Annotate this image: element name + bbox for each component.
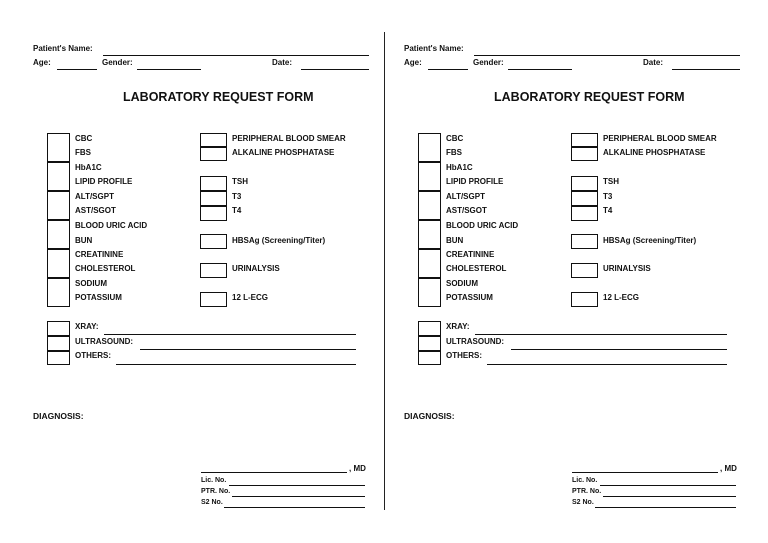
checkbox-sodium-potassium[interactable] — [47, 278, 70, 307]
test-label: AST/SGOT — [75, 206, 116, 215]
test-label: ALKALINE PHOSPHATASE — [603, 148, 706, 157]
checkbox-xray[interactable] — [47, 321, 70, 336]
checkbox-sodium-potassium[interactable] — [418, 278, 441, 307]
checkbox-creat-chol[interactable] — [418, 249, 441, 278]
checkbox-peripheral-blood-smear[interactable] — [200, 133, 227, 147]
test-label: BLOOD URIC ACID — [75, 221, 148, 230]
test-label: 12 L-ECG — [232, 293, 269, 302]
checkbox-cbc-fbs[interactable] — [47, 133, 70, 162]
xray-field[interactable] — [104, 334, 356, 335]
checkbox-ultrasound[interactable] — [47, 336, 70, 351]
test-label: POTASSIUM — [446, 293, 493, 302]
date-field[interactable] — [672, 69, 740, 70]
gender-label: Gender: — [102, 58, 133, 67]
ptr-no-field[interactable] — [232, 496, 365, 497]
test-label: FBS — [446, 148, 462, 157]
test-label: PERIPHERAL BLOOD SMEAR — [603, 134, 717, 143]
others-field[interactable] — [116, 364, 356, 365]
test-label: CBC — [446, 134, 464, 143]
ultrasound-field[interactable] — [140, 349, 356, 350]
diagnosis-label: DIAGNOSIS: — [404, 411, 455, 421]
test-label: TSH — [603, 177, 619, 186]
checkbox-ecg[interactable] — [200, 292, 227, 307]
test-label: T4 — [603, 206, 613, 215]
checkbox-tsh[interactable] — [571, 176, 598, 191]
checkbox-t3[interactable] — [200, 191, 227, 206]
checkbox-xray[interactable] — [418, 321, 441, 336]
checkbox-ecg[interactable] — [571, 292, 598, 307]
xray-label: XRAY: — [446, 322, 470, 331]
lic-no-field[interactable] — [229, 485, 365, 486]
xray-field[interactable] — [475, 334, 727, 335]
md-label: , MD — [349, 464, 366, 473]
ultrasound-field[interactable] — [511, 349, 727, 350]
test-label: FBS — [75, 148, 91, 157]
checkbox-uric-bun[interactable] — [418, 220, 441, 249]
s2-no-label: S2 No. — [201, 499, 223, 506]
test-label: 12 L-ECG — [603, 293, 640, 302]
patient-name-label: Patient's Name: — [33, 44, 93, 53]
checkbox-t4[interactable] — [571, 206, 598, 221]
test-label: ALKALINE PHOSPHATASE — [232, 148, 335, 157]
test-label: CHOLESTEROL — [75, 264, 136, 273]
test-label: ALT/SGPT — [446, 192, 485, 201]
age-label: Age: — [33, 58, 51, 67]
date-label: Date: — [643, 58, 664, 67]
form-title: LABORATORY REQUEST FORM — [123, 90, 314, 104]
test-label: LIPID PROFILE — [75, 177, 133, 186]
checkbox-alkaline-phosphatase[interactable] — [571, 147, 598, 161]
checkbox-t3[interactable] — [571, 191, 598, 206]
test-label: CREATININE — [446, 250, 495, 259]
ptr-no-field[interactable] — [603, 496, 736, 497]
test-label: URINALYSIS — [232, 264, 280, 273]
test-label: CHOLESTEROL — [446, 264, 507, 273]
test-label: ALT/SGPT — [75, 192, 114, 201]
checkbox-creat-chol[interactable] — [47, 249, 70, 278]
others-label: OTHERS: — [446, 351, 482, 360]
checkbox-hbsag[interactable] — [571, 234, 598, 249]
age-label: Age: — [404, 58, 422, 67]
test-label: POTASSIUM — [75, 293, 122, 302]
checkbox-cbc-fbs[interactable] — [418, 133, 441, 162]
test-label: HBSAg (Screening/Titer) — [603, 236, 697, 245]
test-label: CBC — [75, 134, 93, 143]
test-label: HbA1C — [75, 163, 102, 172]
others-field[interactable] — [487, 364, 727, 365]
checkbox-urinalysis[interactable] — [571, 263, 598, 278]
lab-form-right — [371, 0, 755, 543]
checkbox-peripheral-blood-smear[interactable] — [571, 133, 598, 147]
test-label: SODIUM — [446, 279, 478, 288]
gender-field[interactable] — [508, 69, 572, 70]
test-label: T3 — [232, 192, 242, 201]
age-field[interactable] — [57, 69, 97, 70]
ptr-no-label: PTR. No. — [201, 488, 231, 495]
test-label: T3 — [603, 192, 613, 201]
gender-field[interactable] — [137, 69, 201, 70]
checkbox-others[interactable] — [47, 351, 70, 365]
diagnosis-label: DIAGNOSIS: — [33, 411, 84, 421]
checkbox-others[interactable] — [418, 351, 441, 365]
checkbox-t4[interactable] — [200, 206, 227, 221]
physician-signature-line[interactable] — [201, 472, 347, 473]
test-label: TSH — [232, 177, 248, 186]
checkbox-tsh[interactable] — [200, 176, 227, 191]
test-label: SODIUM — [75, 279, 107, 288]
lic-no-field[interactable] — [600, 485, 736, 486]
checkbox-alt-ast[interactable] — [47, 191, 70, 220]
s2-no-field[interactable] — [224, 507, 365, 508]
ultrasound-label: ULTRASOUND: — [446, 337, 505, 346]
test-label: AST/SGOT — [446, 206, 487, 215]
age-field[interactable] — [428, 69, 468, 70]
checkbox-uric-bun[interactable] — [47, 220, 70, 249]
form-title: LABORATORY REQUEST FORM — [494, 90, 685, 104]
checkbox-hbsag[interactable] — [200, 234, 227, 249]
xray-label: XRAY: — [75, 322, 99, 331]
checkbox-alkaline-phosphatase[interactable] — [200, 147, 227, 161]
test-label: URINALYSIS — [603, 264, 651, 273]
test-label: BLOOD URIC ACID — [446, 221, 519, 230]
patient-name-field[interactable] — [474, 55, 740, 56]
test-label: HbA1C — [446, 163, 473, 172]
date-field[interactable] — [301, 69, 369, 70]
s2-no-label: S2 No. — [572, 499, 594, 506]
checkbox-hba1c-lipid[interactable] — [47, 162, 70, 191]
test-label: BUN — [75, 236, 93, 245]
ultrasound-label: ULTRASOUND: — [75, 337, 134, 346]
lic-no-label: Lic. No. — [572, 477, 598, 484]
date-label: Date: — [272, 58, 293, 67]
lic-no-label: Lic. No. — [201, 477, 227, 484]
checkbox-ultrasound[interactable] — [418, 336, 441, 351]
physician-signature-line[interactable] — [572, 472, 718, 473]
test-label: BUN — [446, 236, 464, 245]
gender-label: Gender: — [473, 58, 504, 67]
patient-name-field[interactable] — [103, 55, 369, 56]
md-label: , MD — [720, 464, 737, 473]
checkbox-alt-ast[interactable] — [418, 191, 441, 220]
checkbox-hba1c-lipid[interactable] — [418, 162, 441, 191]
ptr-no-label: PTR. No. — [572, 488, 602, 495]
test-label: HBSAg (Screening/Titer) — [232, 236, 326, 245]
s2-no-field[interactable] — [595, 507, 736, 508]
test-label: PERIPHERAL BLOOD SMEAR — [232, 134, 346, 143]
test-label: CREATININE — [75, 250, 124, 259]
others-label: OTHERS: — [75, 351, 111, 360]
test-label: T4 — [232, 206, 242, 215]
checkbox-urinalysis[interactable] — [200, 263, 227, 278]
patient-name-label: Patient's Name: — [404, 44, 464, 53]
test-label: LIPID PROFILE — [446, 177, 504, 186]
